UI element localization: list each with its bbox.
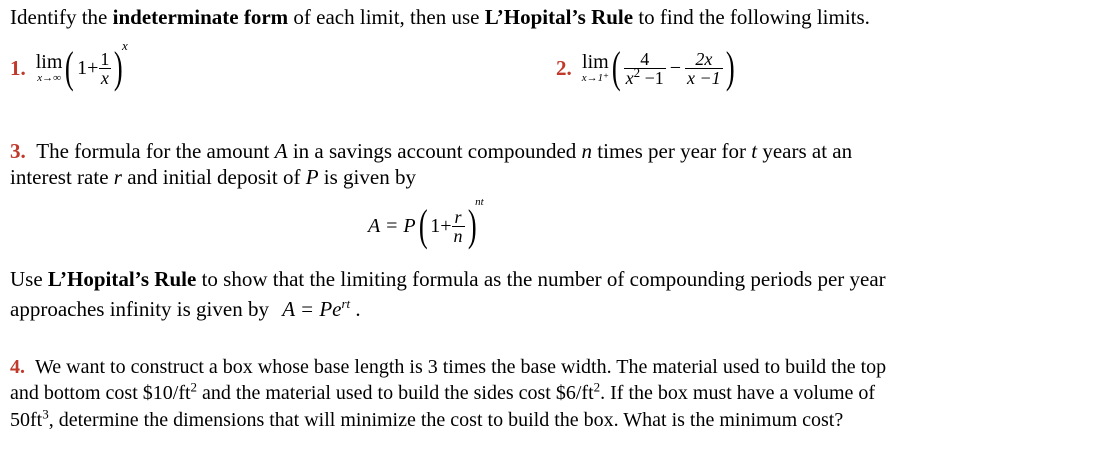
var-P: P [305,165,319,189]
fraction-2-denominator: x −1 [687,67,721,88]
text: . [350,297,361,321]
instructions [10,4,870,30]
text: and initial deposit of [121,165,306,189]
problem-1 [10,38,132,98]
problem-3-line-4 [10,296,361,322]
limit-formula: A = Pe [282,297,342,321]
intro-text-3: of each limit, then use [288,5,485,29]
problem-3-line-1 [10,138,852,164]
problem-3-number: 3. [10,139,26,163]
superscript: 3 [42,406,49,422]
text: times per year for [592,139,752,163]
lim-subscript: x→1⁺ [581,72,609,84]
text: , determine the dimensions that will minimize the cost to build the box. What is the minimum cost? [48,409,844,431]
superscript: 2 [593,379,601,395]
close-paren: ) [467,201,477,250]
fraction-numerator: r [454,206,462,227]
den-base: x [625,67,634,88]
exponent: nt [475,196,484,208]
open-paren: ( [65,43,75,92]
problem-4-line-2 [10,380,875,406]
problem-3-line-2 [10,164,416,190]
text: The formula for the amount [36,139,275,163]
open-paren: ( [611,43,621,92]
text: in a savings account compounded [287,139,582,163]
var-t: t [751,139,758,163]
minus-sign: − [669,56,682,79]
text: is given by [318,165,416,189]
problem-1-number: 1. [10,55,26,80]
exponent: x [122,38,128,53]
lim-subscript: x→∞ [37,72,61,84]
lim-operator: lim [582,51,609,73]
intro-text-5: to find the following limits. [633,5,870,29]
open-paren: ( [418,201,428,250]
one-plus: 1+ [77,56,99,79]
problem-2 [556,38,737,98]
superscript: 2 [190,379,198,395]
problem-1-limit [36,52,63,84]
text: to show that the limiting formula as the number of compounding periods per year [196,267,886,291]
fraction-numerator: 1 [100,48,110,69]
text: interest rate [10,165,114,189]
fraction [98,50,111,87]
problem-3-line-3 [10,266,886,292]
fraction-2 [685,50,723,87]
den-exponent: 2 [633,64,641,80]
fraction [452,208,465,245]
text: approaches infinity is given by [10,297,275,321]
text: and bottom cost $10/ft [10,382,191,404]
text: years at an [757,139,853,163]
fraction-1-numerator: 4 [640,48,650,69]
text: and the material used to build the sides cost $6/ft [197,382,594,404]
fraction-1 [624,50,666,87]
formula-lhs: A = P [368,214,416,237]
fraction-denominator: n [453,225,463,246]
fraction-2-numerator: 2x [695,48,713,69]
intro-text-1: Identify the [10,5,113,29]
problem-4-number: 4. [10,356,25,378]
var-n: n [581,139,593,163]
text: . If the box must have a volume of [600,382,876,404]
intro-lhopital: L’Hopital’s Rule [484,5,634,29]
problem-4-line-1 [10,354,886,380]
problem-4-line-3 [10,407,843,433]
text: 50ft [10,409,43,431]
intro-indeterminate-form: indeterminate form [112,5,289,29]
text: Use [10,267,48,291]
problem-2-limit [582,52,609,84]
close-paren: ) [725,43,735,92]
fraction-1-denominator [624,64,666,88]
lhopital-bold: L’Hopital’s Rule [47,267,197,291]
compound-interest-formula [368,194,488,258]
limit-formula-exponent: rt [341,296,351,311]
close-paren: ) [114,43,124,92]
den-rest: −1 [640,67,664,88]
problem-2-number: 2. [556,55,572,80]
fraction-denominator: x [100,67,109,88]
text: We want to construct a box whose base length is 3 times the base width. The material used to build the top [35,356,887,378]
one-plus: 1+ [430,214,452,237]
var-A: A [274,139,288,163]
lim-operator: lim [35,51,63,73]
var-r: r [113,165,122,189]
